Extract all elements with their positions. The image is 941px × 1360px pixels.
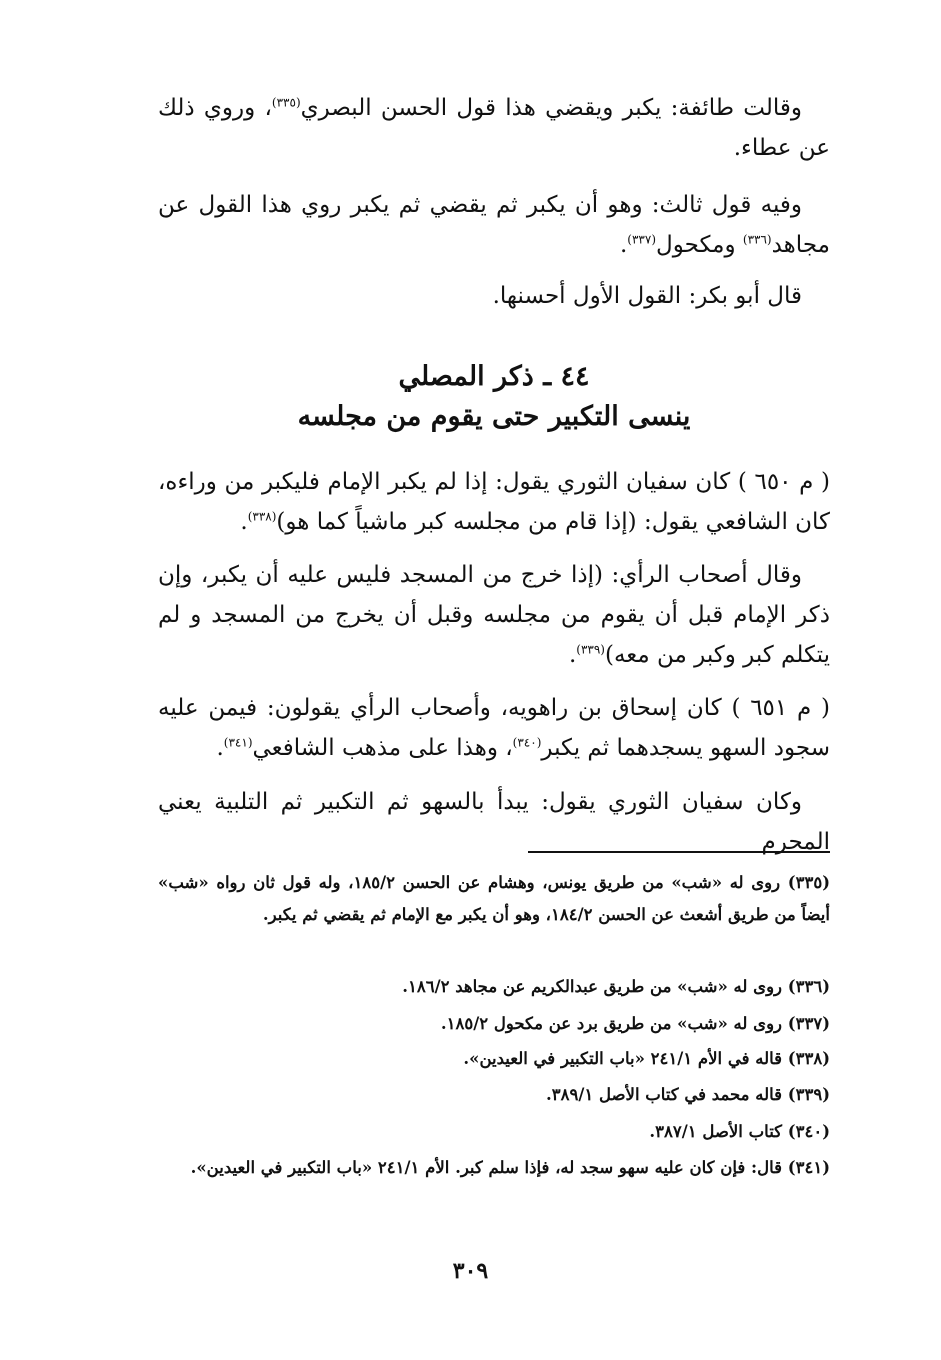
- footnote-number: (٣٣٩): [787, 1085, 830, 1104]
- footnote-ref: (٣٣٥): [271, 95, 301, 110]
- paragraph-2: [158, 185, 830, 265]
- footnote-number: (٣٤٠): [787, 1122, 830, 1141]
- footnote-number: (٣٣٦): [787, 977, 830, 996]
- footnote-text: قاله محمد في كتاب الأصل ٣٨٩/١.: [546, 1085, 783, 1104]
- paragraph-text: وقال أصحاب الرأي: (إذا خرج من المسجد فليس عليه أن يكبر، وإن ذكر الإمام قبل أن يقوم من مجلسه وقبل أن يخرج من المسجد و لم يتكلم كبر وكبر من معه): [158, 562, 830, 668]
- footnote-number: (٣٣٨): [787, 1049, 830, 1068]
- paragraph-text: وفيه قول ثالث: وهو أن يكبر ثم يقضي ثم يكبر روي هذا القول عن مجاهد: [158, 192, 830, 258]
- footnote-number: (٣٣٥): [787, 873, 831, 892]
- footnote-text: روى له «شب» من طريق برد عن مكحول ١٨٥/٢.: [440, 1014, 783, 1033]
- footnote-ref: (٣٤٠): [512, 735, 542, 750]
- paragraph-3: [158, 276, 830, 316]
- paragraph-text: .: [240, 509, 248, 535]
- section-heading-line-2: ينسى التكبير حتى يقوم من مجلسه: [297, 401, 691, 432]
- paragraph-text: وقالت طائفة: يكبر ويقضي هذا قول الحسن البصري: [300, 95, 802, 121]
- footnote-ref: (٣٣٦): [742, 232, 772, 247]
- paragraph-1: [158, 88, 830, 168]
- paragraph-text: .: [568, 642, 577, 668]
- footnote-number: (٣٣٧): [787, 1014, 830, 1033]
- footnote-335: [158, 867, 830, 931]
- paragraph-text: ، وروي ذلك عن عطاء.: [158, 95, 830, 161]
- section-heading-line-1: ٤٤ ـ ذكر المصلي: [398, 361, 590, 392]
- footnote-340: [158, 1116, 830, 1148]
- footnote-339: [158, 1079, 830, 1111]
- footnote-ref: (٣٤١): [223, 735, 253, 750]
- footnote-divider: [528, 851, 830, 853]
- paragraph-4: [158, 462, 830, 542]
- paragraph-6: [158, 688, 830, 768]
- footnote-ref: (٣٣٨): [247, 509, 277, 524]
- footnote-text: كتاب الأصل ٣٨٧/١.: [649, 1122, 783, 1141]
- paragraph-text: ، وهذا على مذهب الشافعي: [252, 735, 513, 761]
- paragraph-text: .: [216, 735, 224, 761]
- paragraph-text: قال أبو بكر: القول الأول أحسنها.: [492, 283, 802, 309]
- paragraph-text: ومكحول: [656, 232, 743, 258]
- footnote-text: قال: فإن كان عليه سهو سجد له، فإذا سلم كبر. الأم ٢٤١/١ «باب التكبير في العيدين».: [190, 1158, 783, 1177]
- footnote-337: [158, 1008, 830, 1040]
- paragraph-text: ( م ٦٥٠ ) كان سفيان الثوري يقول: إذا لم يكبر الإمام فليكبر من وراءه، كان الشافعي يقول: (إذا قام من مجلسه كبر ماشياً كما هو): [158, 469, 830, 535]
- footnote-text: قاله في الأم ٢٤١/١ «باب التكبير في العيدين».: [463, 1049, 783, 1068]
- footnote-ref: (٣٣٩): [576, 642, 605, 657]
- footnote-341: [158, 1152, 830, 1184]
- footnote-text: روى له «شب» من طريق يونس، وهشام عن الحسن ١٨٥/٢، وله قول ثان رواه «شب» أيضاً من طريق أشعث عن الحسن ١٨٤/٢، وهو أن يكبر مع الإمام ثم يقضي ثم يكبر.: [158, 873, 830, 924]
- footnote-text: روى له «شب» من طريق عبدالكريم عن مجاهد ١٨٦/٢.: [402, 977, 783, 996]
- footnote-336: [158, 971, 830, 1003]
- paragraph-text: .: [619, 232, 628, 258]
- footnote-ref: (٣٣٧): [627, 232, 656, 247]
- paragraph-7: [158, 782, 830, 862]
- paragraph-5: [158, 555, 830, 675]
- footnote-338: [158, 1043, 830, 1075]
- footnote-number: (٣٤١): [787, 1158, 830, 1177]
- paragraph-text: ( م ٦٥١ ) كان إسحاق بن راهويه، وأصحاب الرأي يقولون: فيمن عليه سجود السهو يسجدهما ثم يكبر: [158, 695, 830, 761]
- paragraph-text: وكان سفيان الثوري يقول: يبدأ بالسهو ثم التكبير ثم التلبية يعني المحرم: [158, 789, 830, 855]
- page-number: ٣٠٩: [452, 1258, 489, 1284]
